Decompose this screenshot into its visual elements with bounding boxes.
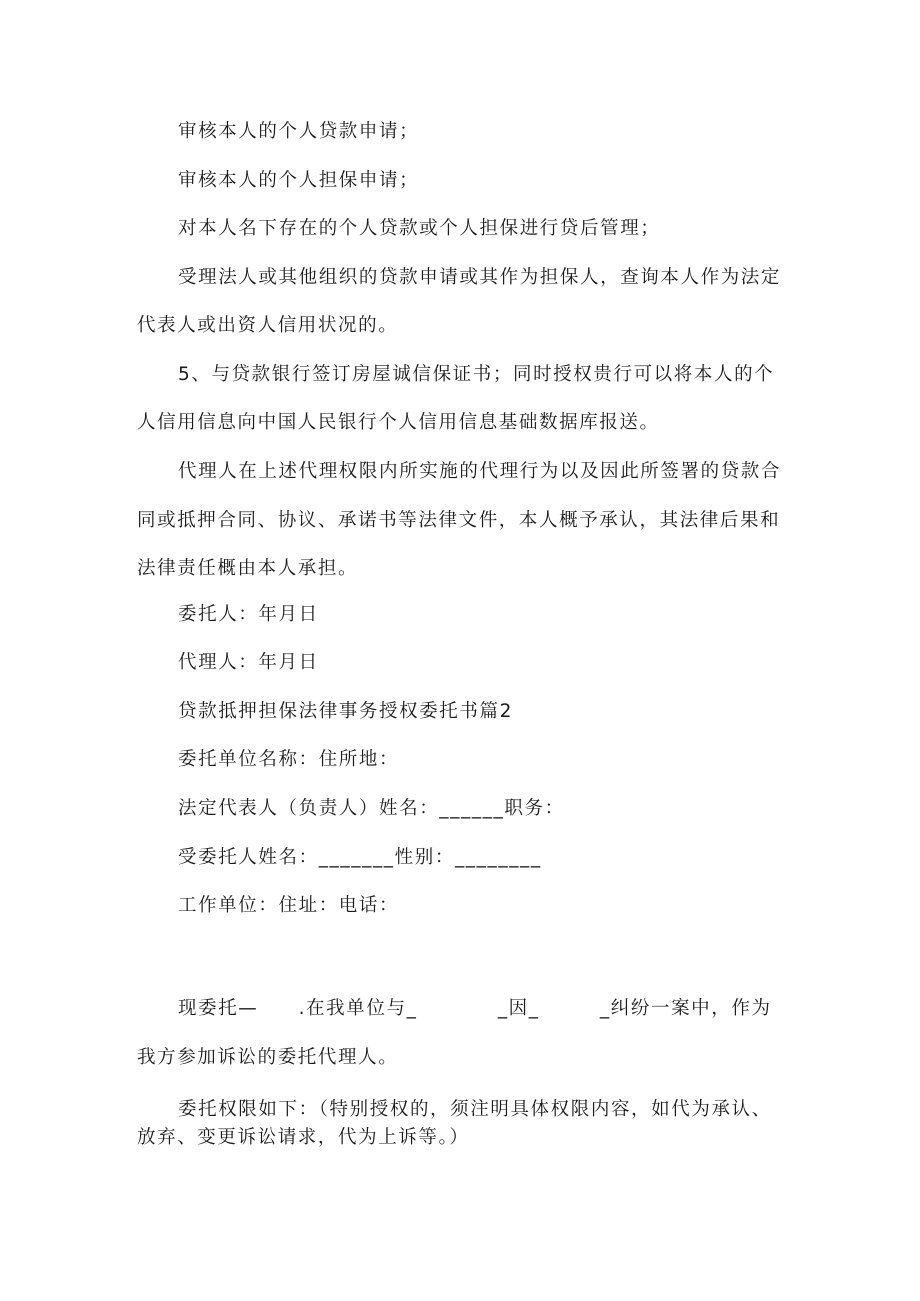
text-line: 审核本人的个人贷款申请； <box>178 121 420 142</box>
text-line: 委托单位名称：住所地： <box>178 749 400 770</box>
text-line: 我方参加诉讼的委托代理人。 <box>137 1047 399 1068</box>
text-line: 对本人名下存在的个人贷款或个人担保进行贷后管理； <box>178 218 661 239</box>
text-line: 5、与贷款银行签订房屋诚信保证书；同时授权贵行可以将本人的个 <box>178 364 775 385</box>
text-line: 代理人在上述代理权限内所实施的代理行为以及因此所签署的贷款合 <box>178 461 782 482</box>
text-line: 人信用信息向中国人民银行个人信用信息基础数据库报送。 <box>137 412 660 433</box>
text-line: 现委托— .在我单位与_ _因_ _纠纷一案中，作为 <box>178 998 772 1019</box>
text-line: 法律责任概由本人承担。 <box>137 558 359 579</box>
text-line: 代表人或出资人信用状况的。 <box>137 315 399 336</box>
text-line: 审核本人的个人担保申请； <box>178 170 420 191</box>
text-line: 同或抵押合同、协议、承诺书等法律文件，本人概予承认，其法律后果和 <box>137 510 781 531</box>
section-heading: 贷款抵押担保法律事务授权委托书篇2 <box>178 701 513 722</box>
text-line: 放弃、变更诉讼请求，代为上诉等。） <box>137 1127 470 1148</box>
text-line: 工作单位：住址：电话： <box>178 895 400 916</box>
text-line: 委托人：年月日 <box>178 604 319 625</box>
text-line: 委托权限如下：（特别授权的，须注明具体权限内容，如代为承认、 <box>178 1099 772 1120</box>
text-line: 代理人：年月日 <box>178 652 319 673</box>
text-line: 受委托人姓名：_______性别：________ <box>178 847 542 868</box>
text-line: 法定代表人（负责人）姓名：______职务： <box>178 798 565 819</box>
text-line: 受理法人或其他组织的贷款申请或其作为担保人，查询本人作为法定 <box>178 267 782 288</box>
